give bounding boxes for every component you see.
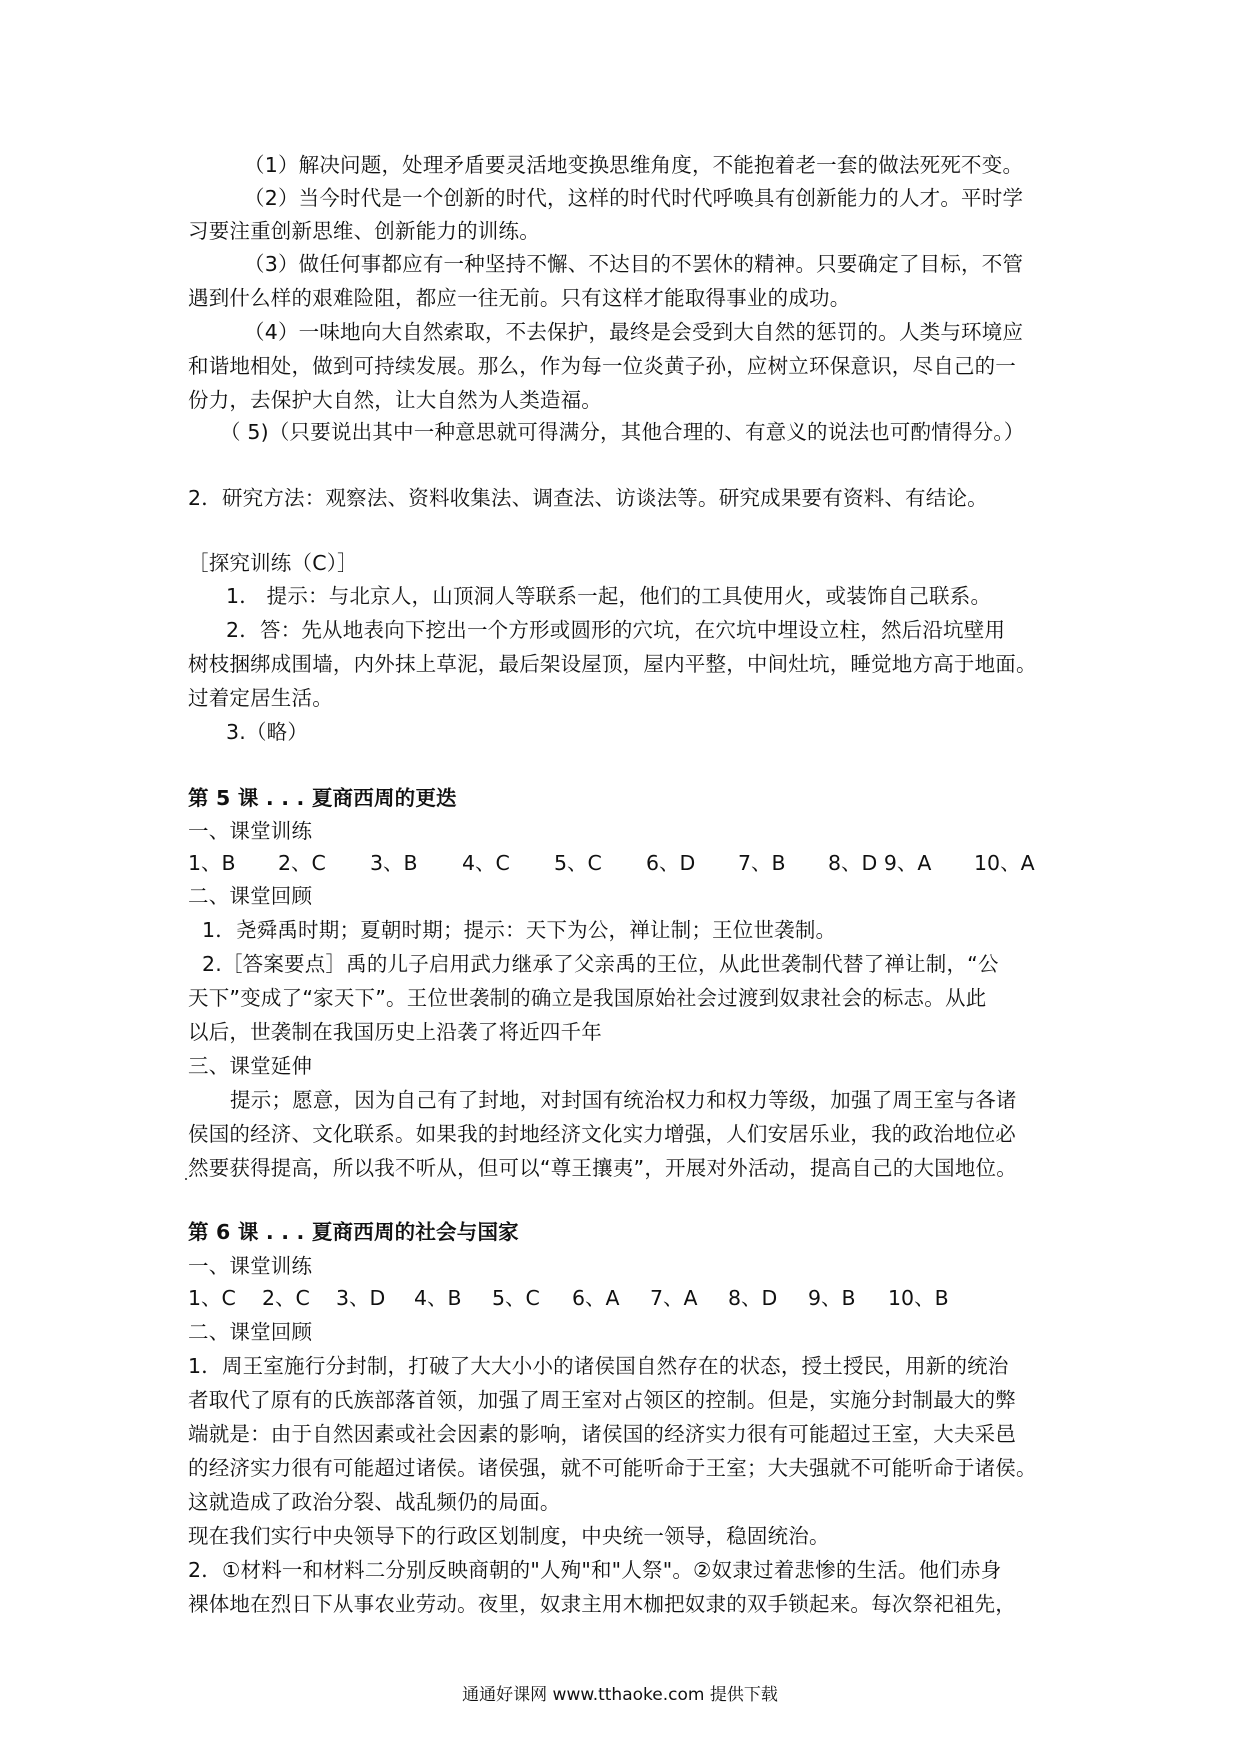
answer-item: 8、D 9、A — [828, 851, 932, 875]
answer-item: 5、C — [492, 1286, 540, 1310]
paragraph-line: 现在我们实行中央领导下的行政区划制度，中央统一领导，稳固统治。 — [188, 1524, 830, 1548]
paragraph-line: （1）解决问题，处理矛盾要灵活地变换思维角度，不能抱着老一套的做法死死不变。 — [244, 153, 1024, 177]
answer-item: 7、A — [650, 1286, 698, 1310]
paragraph-line: 2．答：先从地表向下挖出一个方形或圆形的穴坑，在穴坑中埋设立柱，然后沿坑壁用 — [226, 618, 1006, 642]
answer-item: 1、B — [188, 851, 236, 875]
answer-item: 9、B — [808, 1286, 856, 1310]
page-footer: 通通好课网 www.tthaoke.com 提供下载 — [462, 1685, 778, 1705]
paragraph-line: 端就是：由于自然因素或社会因素的影响，诸侯国的经济实力很有可能超过王室，大夫采邑 — [188, 1422, 1016, 1446]
paragraph-line: 以后，世袭制在我国历史上沿袭了将近四千年 — [188, 1020, 602, 1044]
answer-item: 10、B — [888, 1286, 949, 1310]
paragraph-line: 2.［答案要点］禹的儿子启用武力继承了父亲禹的王位，从此世袭制代替了禅让制，“公 — [202, 952, 999, 976]
stray-dot — [185, 1178, 187, 1180]
paragraph-line: 然要获得提高，所以我不听从，但可以“尊王攘夷”，开展对外活动，提高自己的大国地位。 — [188, 1156, 1017, 1180]
answer-item: 5、C — [554, 851, 602, 875]
section-heading: 一、课堂训练 — [188, 819, 313, 843]
answer-item: 1、C — [188, 1286, 236, 1310]
section-heading: 一、课堂训练 — [188, 1254, 313, 1278]
answer-item: 6、A — [572, 1286, 620, 1310]
lesson-5-title: 第 5 课 . . . 夏商西周的更迭 — [188, 786, 457, 810]
section-heading: 二、课堂回顾 — [188, 1320, 313, 1344]
answer-item: 4、C — [462, 851, 510, 875]
paragraph-line: 这就造成了政治分裂、战乱频仍的局面。 — [188, 1490, 561, 1514]
paragraph-line: 1． 提示：与北京人，山顶洞人等联系一起，他们的工具使用火，或装饰自己联系。 — [226, 584, 992, 608]
answer-item: 2、C — [262, 1286, 310, 1310]
paragraph-line: 树枝捆绑成围墙，内外抹上草泥，最后架设屋顶，屋内平整，中间灶坑，睡觉地方高于地面。 — [188, 652, 1037, 676]
paragraph-line: 和谐地相处，做到可持续发展。那么，作为每一位炎黄子孙，应树立环保意识，尽自己的一 — [188, 354, 1016, 378]
section-heading: 三、课堂延伸 — [188, 1054, 313, 1078]
answer-item: 3、D — [336, 1286, 386, 1310]
paragraph-line: 1．周王室施行分封制，打破了大大小小的诸侯国自然存在的状态，授土授民，用新的统治 — [188, 1354, 1009, 1378]
answer-item: 3、B — [370, 851, 418, 875]
answer-item: 8、D — [728, 1286, 778, 1310]
paragraph-line: 习要注重创新思维、创新能力的训练。 — [188, 219, 540, 243]
paragraph-line: 的经济实力很有可能超过诸侯。诸侯强，就不可能听命于王室；大夫强就不可能听命于诸侯。 — [188, 1456, 1037, 1480]
answer-item: 10、A — [974, 851, 1035, 875]
paragraph-line: （3）做任何事都应有一种坚持不懈、不达目的不罢休的精神。只要确定了目标，不管 — [244, 252, 1024, 276]
paragraph-line: 裸体地在烈日下从事农业劳动。夜里，奴隶主用木枷把奴隶的双手锁起来。每次祭祀祖先， — [188, 1592, 1016, 1616]
paragraph-line: 2．①材料一和材料二分别反映商朝的"人殉"和"人祭"。②奴隶过着悲惨的生活。他们赤身 — [188, 1558, 1002, 1582]
paragraph-line: （ 5)（只要说出其中一种意思就可得满分，其他合理的、有意义的说法也可酌情得分。） — [220, 420, 1025, 444]
paragraph-line: 者取代了原有的氏族部落首领，加强了周王室对占领区的控制。但是，实施分封制最大的弊 — [188, 1388, 1016, 1412]
paragraph-line: 过着定居生活。 — [188, 686, 333, 710]
section-heading: 二、课堂回顾 — [188, 884, 313, 908]
paragraph-line: 3.（略） — [226, 720, 309, 744]
answer-item: 6、D — [646, 851, 696, 875]
paragraph-line: （2）当今时代是一个创新的时代，这样的时代时代呼唤具有创新能力的人才。平时学 — [244, 186, 1024, 210]
paragraph-line: 1．尧舜禹时期；夏朝时期；提示：天下为公，禅让制；王位世袭制。 — [202, 918, 837, 942]
paragraph-line: 提示；愿意，因为自己有了封地，对封国有统治权力和权力等级，加强了周王室与各诸 — [230, 1088, 1017, 1112]
lesson-6-title: 第 6 课 . . . 夏商西周的社会与国家 — [188, 1220, 519, 1244]
answer-item: 4、B — [414, 1286, 462, 1310]
paragraph-line: 天下”变成了“家天下”。王位世袭制的确立是我国原始社会过渡到奴隶社会的标志。从此 — [188, 986, 987, 1010]
answer-item: 2、C — [278, 851, 326, 875]
answer-item: 7、B — [738, 851, 786, 875]
section-heading: ［探究训练（C）］ — [188, 551, 358, 575]
paragraph-line: 2．研究方法：观察法、资料收集法、调查法、访谈法等。研究成果要有资料、有结论。 — [188, 486, 988, 510]
paragraph-line: 侯国的经济、文化联系。如果我的封地经济文化实力增强，人们安居乐业，我的政治地位必 — [188, 1122, 1016, 1146]
paragraph-line: 遇到什么样的艰难险阻，都应一往无前。只有这样才能取得事业的成功。 — [188, 286, 851, 310]
paragraph-line: 份力，去保护大自然，让大自然为人类造福。 — [188, 388, 602, 412]
paragraph-line: （4）一味地向大自然索取，不去保护，最终是会受到大自然的惩罚的。人类与环境应 — [244, 320, 1024, 344]
